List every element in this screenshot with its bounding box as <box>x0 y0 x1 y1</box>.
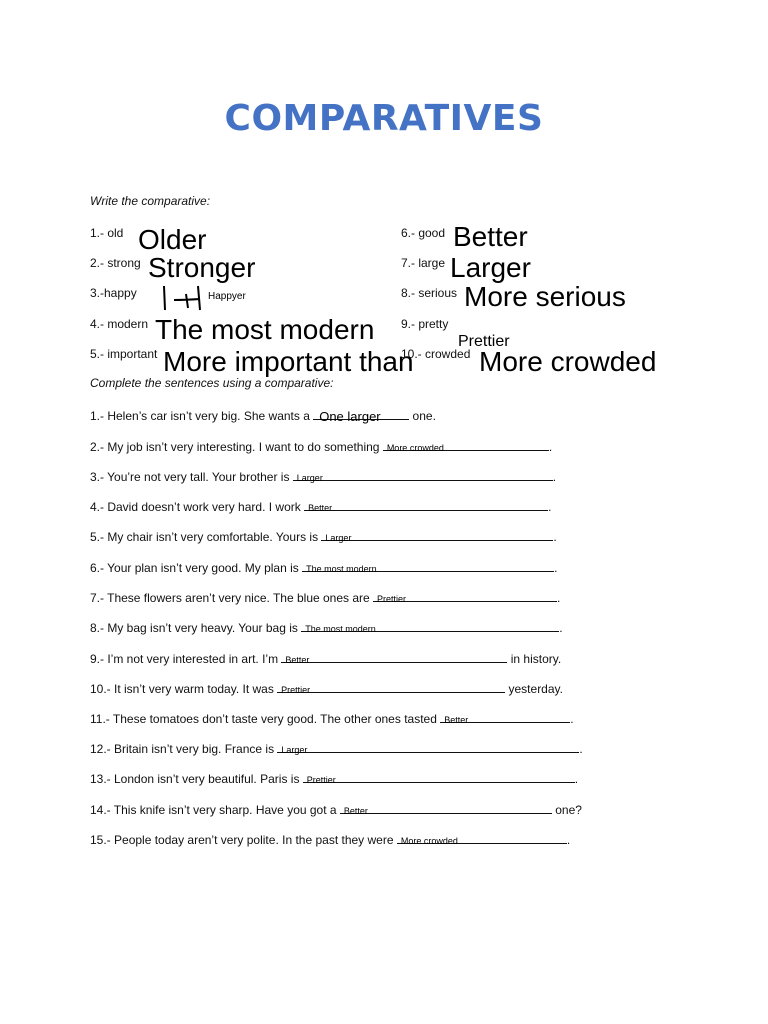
item-answer-10: More crowded <box>479 346 657 377</box>
item-answer-8: More serious <box>464 281 626 312</box>
item-label-2: 2.- strong <box>90 256 141 270</box>
item-label-8: 8.- serious <box>401 286 458 300</box>
section2-instruction: Complete the sentences using a comparative: <box>90 376 334 390</box>
answer-blank-4[interactable]: Better <box>304 497 548 511</box>
item-label-7: 7.- large <box>401 256 446 270</box>
answer-blank-1[interactable]: One larger <box>313 406 409 420</box>
item-label-4: 4.- modern <box>90 317 149 331</box>
answer-blank-9[interactable]: Better <box>281 649 507 663</box>
sentence-11: 11.- These tomatoes don’t taste very good. The other ones tasted Better . <box>90 709 574 727</box>
answer-blank-12[interactable]: Larger <box>277 739 579 753</box>
item-answer-4: The most modern <box>155 314 375 345</box>
sentence-1: 1.- Helen’s car isn’t very big. She wants a One larger one. <box>90 406 436 424</box>
answer-blank-2[interactable]: More crowded <box>383 437 549 451</box>
answer-blank-5[interactable]: Larger <box>321 527 553 541</box>
answer-blank-6[interactable]: The most modern <box>302 558 554 572</box>
item-answer-2: Stronger <box>148 252 256 283</box>
answer-blank-7[interactable]: Prettier <box>373 588 557 602</box>
answer-blank-13[interactable]: Prettier <box>303 769 575 783</box>
item-answer-7: Larger <box>450 252 531 283</box>
answer-blank-15[interactable]: More crowded <box>397 830 567 844</box>
item-label-10: 10.- crowded <box>401 347 471 361</box>
handwritten-mark <box>160 282 206 312</box>
item-label-5: 5.- important <box>90 347 158 361</box>
item-answer-9: Prettier <box>458 333 510 350</box>
sentence-3: 3.- You’re not very tall. Your brother is Larger . <box>90 467 556 485</box>
item-label-3: 3.-happy <box>90 286 137 300</box>
item-answer-6: Better <box>453 221 528 252</box>
sentence-6: 6.- Your plan isn’t very good. My plan is The most modern . <box>90 558 557 576</box>
answer-blank-14[interactable]: Better <box>340 800 552 814</box>
sentence-12: 12.- Britain isn’t very big. France is Larger . <box>90 739 583 757</box>
sentence-9: 9.- I’m not very interested in art. I’m Better in history. <box>90 649 561 667</box>
item-answer-5: More important than <box>163 346 414 377</box>
sentence-7: 7.- These flowers aren’t very nice. The blue ones are Prettier . <box>90 588 560 606</box>
sentence-14: 14.- This knife isn’t very sharp. Have you got a Better one? <box>90 800 582 818</box>
section1-instruction: Write the comparative: <box>90 194 211 208</box>
item-label-6: 6.- good <box>401 226 446 240</box>
sentence-4: 4.- David doesn’t work very hard. I work Better . <box>90 497 551 515</box>
sentence-8: 8.- My bag isn’t very heavy. Your bag is The most modern . <box>90 618 563 636</box>
answer-blank-10[interactable]: Prettier <box>277 679 505 693</box>
answer-blank-8[interactable]: The most modern <box>301 618 559 632</box>
answer-blank-11[interactable]: Better <box>440 709 570 723</box>
answer-blank-3[interactable]: Larger <box>293 467 553 481</box>
item-label-9: 9.- pretty <box>401 317 449 331</box>
page-title: COMPARATIVES <box>224 98 544 139</box>
item-answer-1: Older <box>138 224 207 255</box>
sentence-10: 10.- It isn’t very warm today. It was Prettier yesterday. <box>90 679 563 697</box>
sentence-5: 5.- My chair isn’t very comfortable. Yours is Larger . <box>90 527 557 545</box>
sentence-13: 13.- London isn’t very beautiful. Paris is Prettier . <box>90 769 578 787</box>
sentence-2: 2.- My job isn’t very interesting. I want to do something More crowded . <box>90 437 552 455</box>
sentence-15: 15.- People today aren’t very polite. In the past they were More crowded . <box>90 830 570 848</box>
item-answer-3: Happyer <box>208 291 246 302</box>
item-label-1: 1.- old <box>90 226 124 240</box>
